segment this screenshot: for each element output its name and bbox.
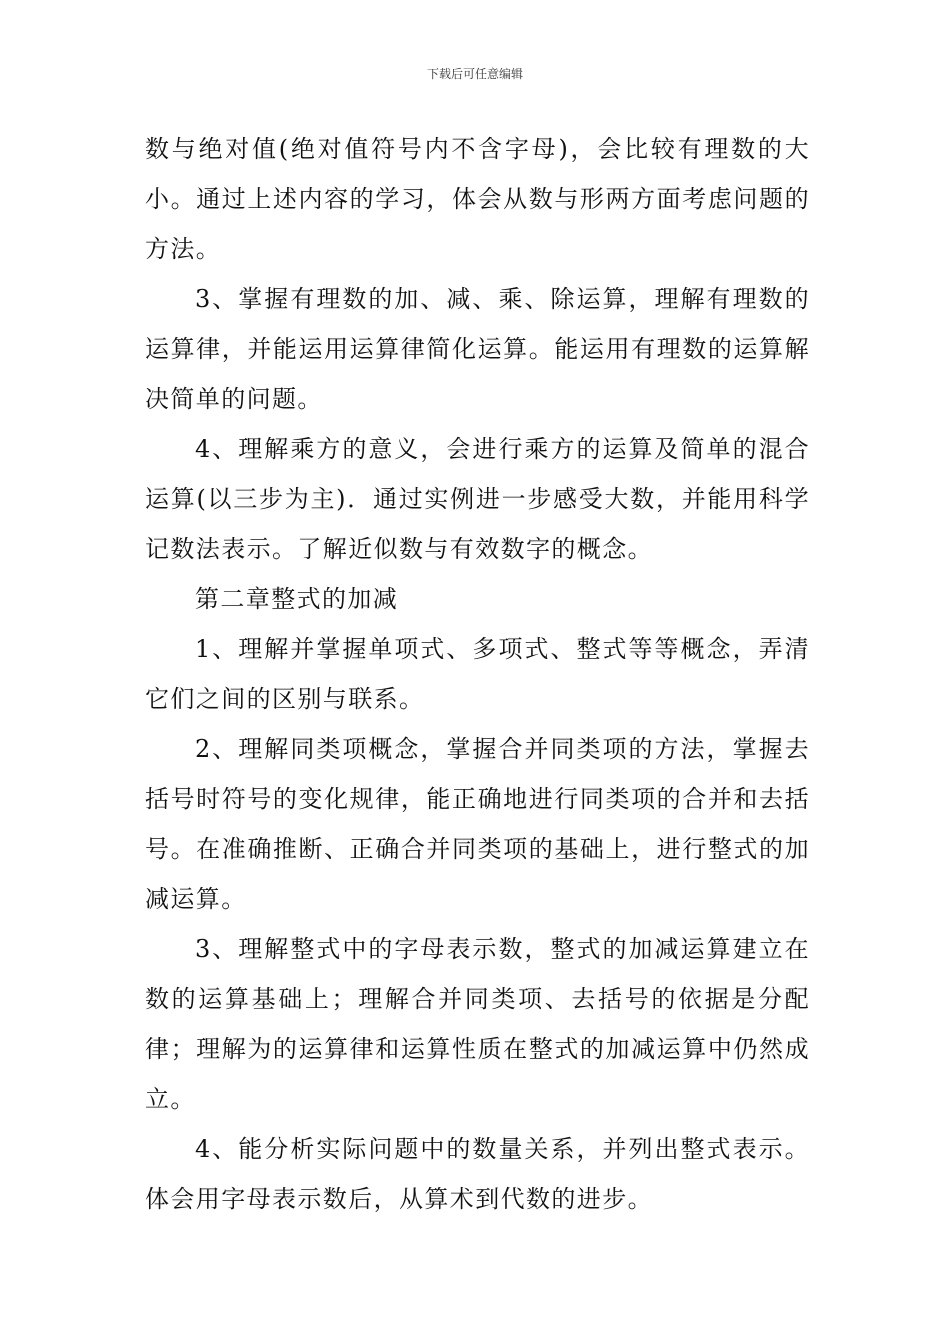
chapter-heading: 第二章整式的加减 (195, 585, 399, 613)
paragraph-chapter2-item-4: 4、能分析实际问题中的数量关系，并列出整式表示。体会用字母表示数后，从算术到代数的进步。 (145, 1135, 810, 1213)
paragraph-item-4: 4、理解乘方的意义，会进行乘方的运算及简单的混合运算(以三步为主)．通过实例进一步感受大数，并能用科学记数法表示。了解近似数与有效数字的概念。 (145, 435, 810, 563)
paragraph-continuation: 数与绝对值(绝对值符号内不含字母)，会比较有理数的大小。通过上述内容的学习，体会从数与形两方面考虑问题的方法。 (145, 135, 810, 263)
page-header-note: 下载后可任意编辑 (426, 67, 523, 81)
paragraph-chapter2-item-2: 2、理解同类项概念，掌握合并同类项的方法，掌握去括号时符号的变化规律，能正确地进行同类项的合并和去括号。在准确推断、正确合并同类项的基础上，进行整式的加减运算。 (145, 735, 810, 913)
document-body (145, 124, 810, 1224)
paragraph-chapter2-item-1: 1、理解并掌握单项式、多项式、整式等等概念，弄清它们之间的区别与联系。 (145, 635, 810, 713)
paragraph-chapter2-item-3: 3、理解整式中的字母表示数，整式的加减运算建立在数的运算基础上；理解合并同类项、去括号的依据是分配律；理解为的运算律和运算性质在整式的加减运算中仍然成立。 (145, 935, 810, 1113)
paragraph-item-3: 3、掌握有理数的加、减、乘、除运算，理解有理数的运算律，并能运用运算律简化运算。能运用有理数的运算解决简单的问题。 (145, 285, 810, 413)
